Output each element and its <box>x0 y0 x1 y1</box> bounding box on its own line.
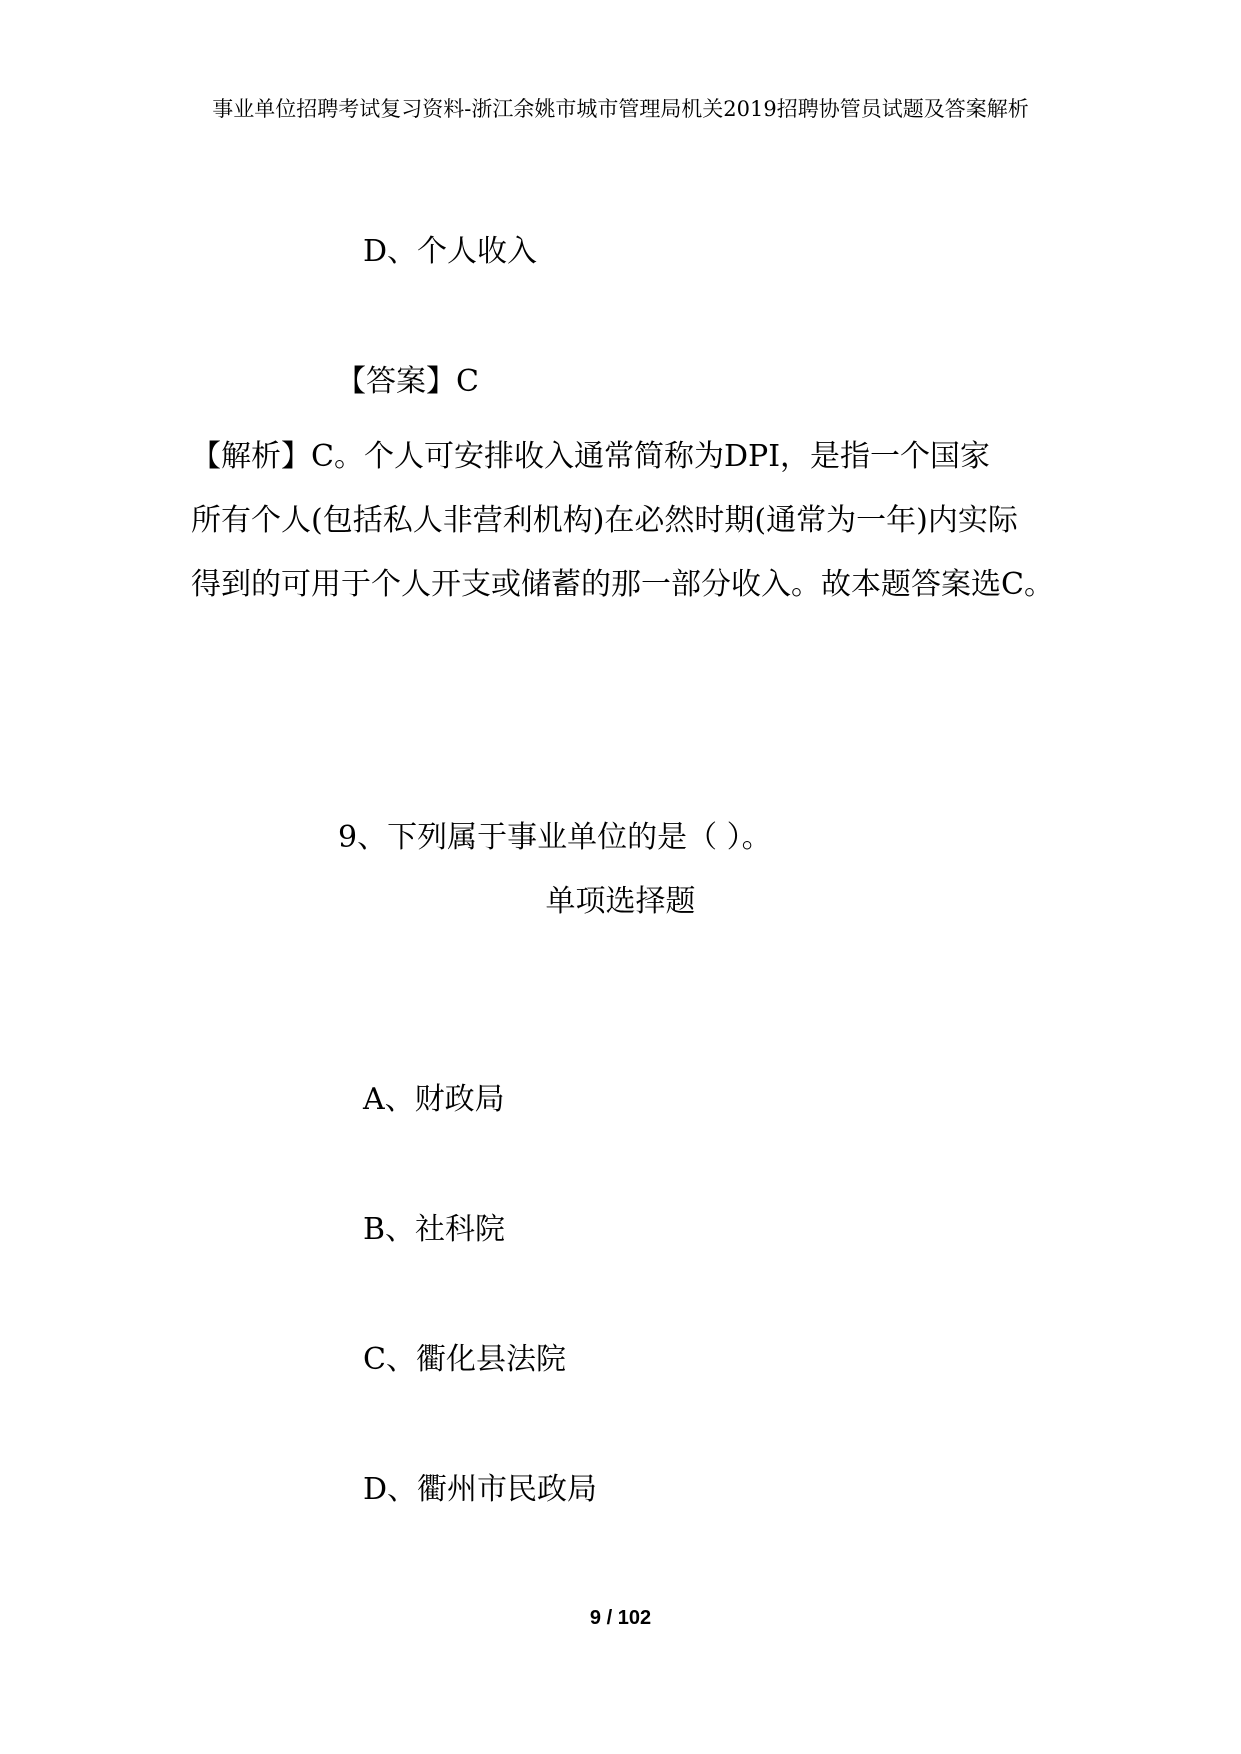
analysis-line: 得到的可用于个人开支或储蓄的那一部分收入。故本题答案选C。 <box>191 567 1054 602</box>
analysis-line: 所有个人(包括私人非营利机构)在必然时期(通常为一年)内实际 <box>191 503 1018 538</box>
page-number: 9 / 102 <box>589 1607 652 1629</box>
page-header-title: 事业单位招聘考试复习资料-浙江余姚市城市管理局机关2019招聘协管员试题及答案解析 <box>212 97 1029 121</box>
question-title: 9、下列属于事业单位的是（ ）。 <box>338 820 772 855</box>
analysis-block <box>191 425 1071 617</box>
option-a: A、财政局 <box>363 1082 505 1117</box>
option-c: C、衢化县法院 <box>363 1342 566 1377</box>
option-b: B、社科院 <box>363 1212 506 1247</box>
option-d: D、衢州市民政局 <box>363 1472 598 1507</box>
answer-line: 【答案】C <box>336 364 479 399</box>
analysis-line: 【解析】C。个人可安排收入通常简称为DPI，是指一个国家 <box>191 439 991 474</box>
question-type: 单项选择题 <box>545 884 696 919</box>
previous-option-d: D、个人收入 <box>363 234 538 269</box>
